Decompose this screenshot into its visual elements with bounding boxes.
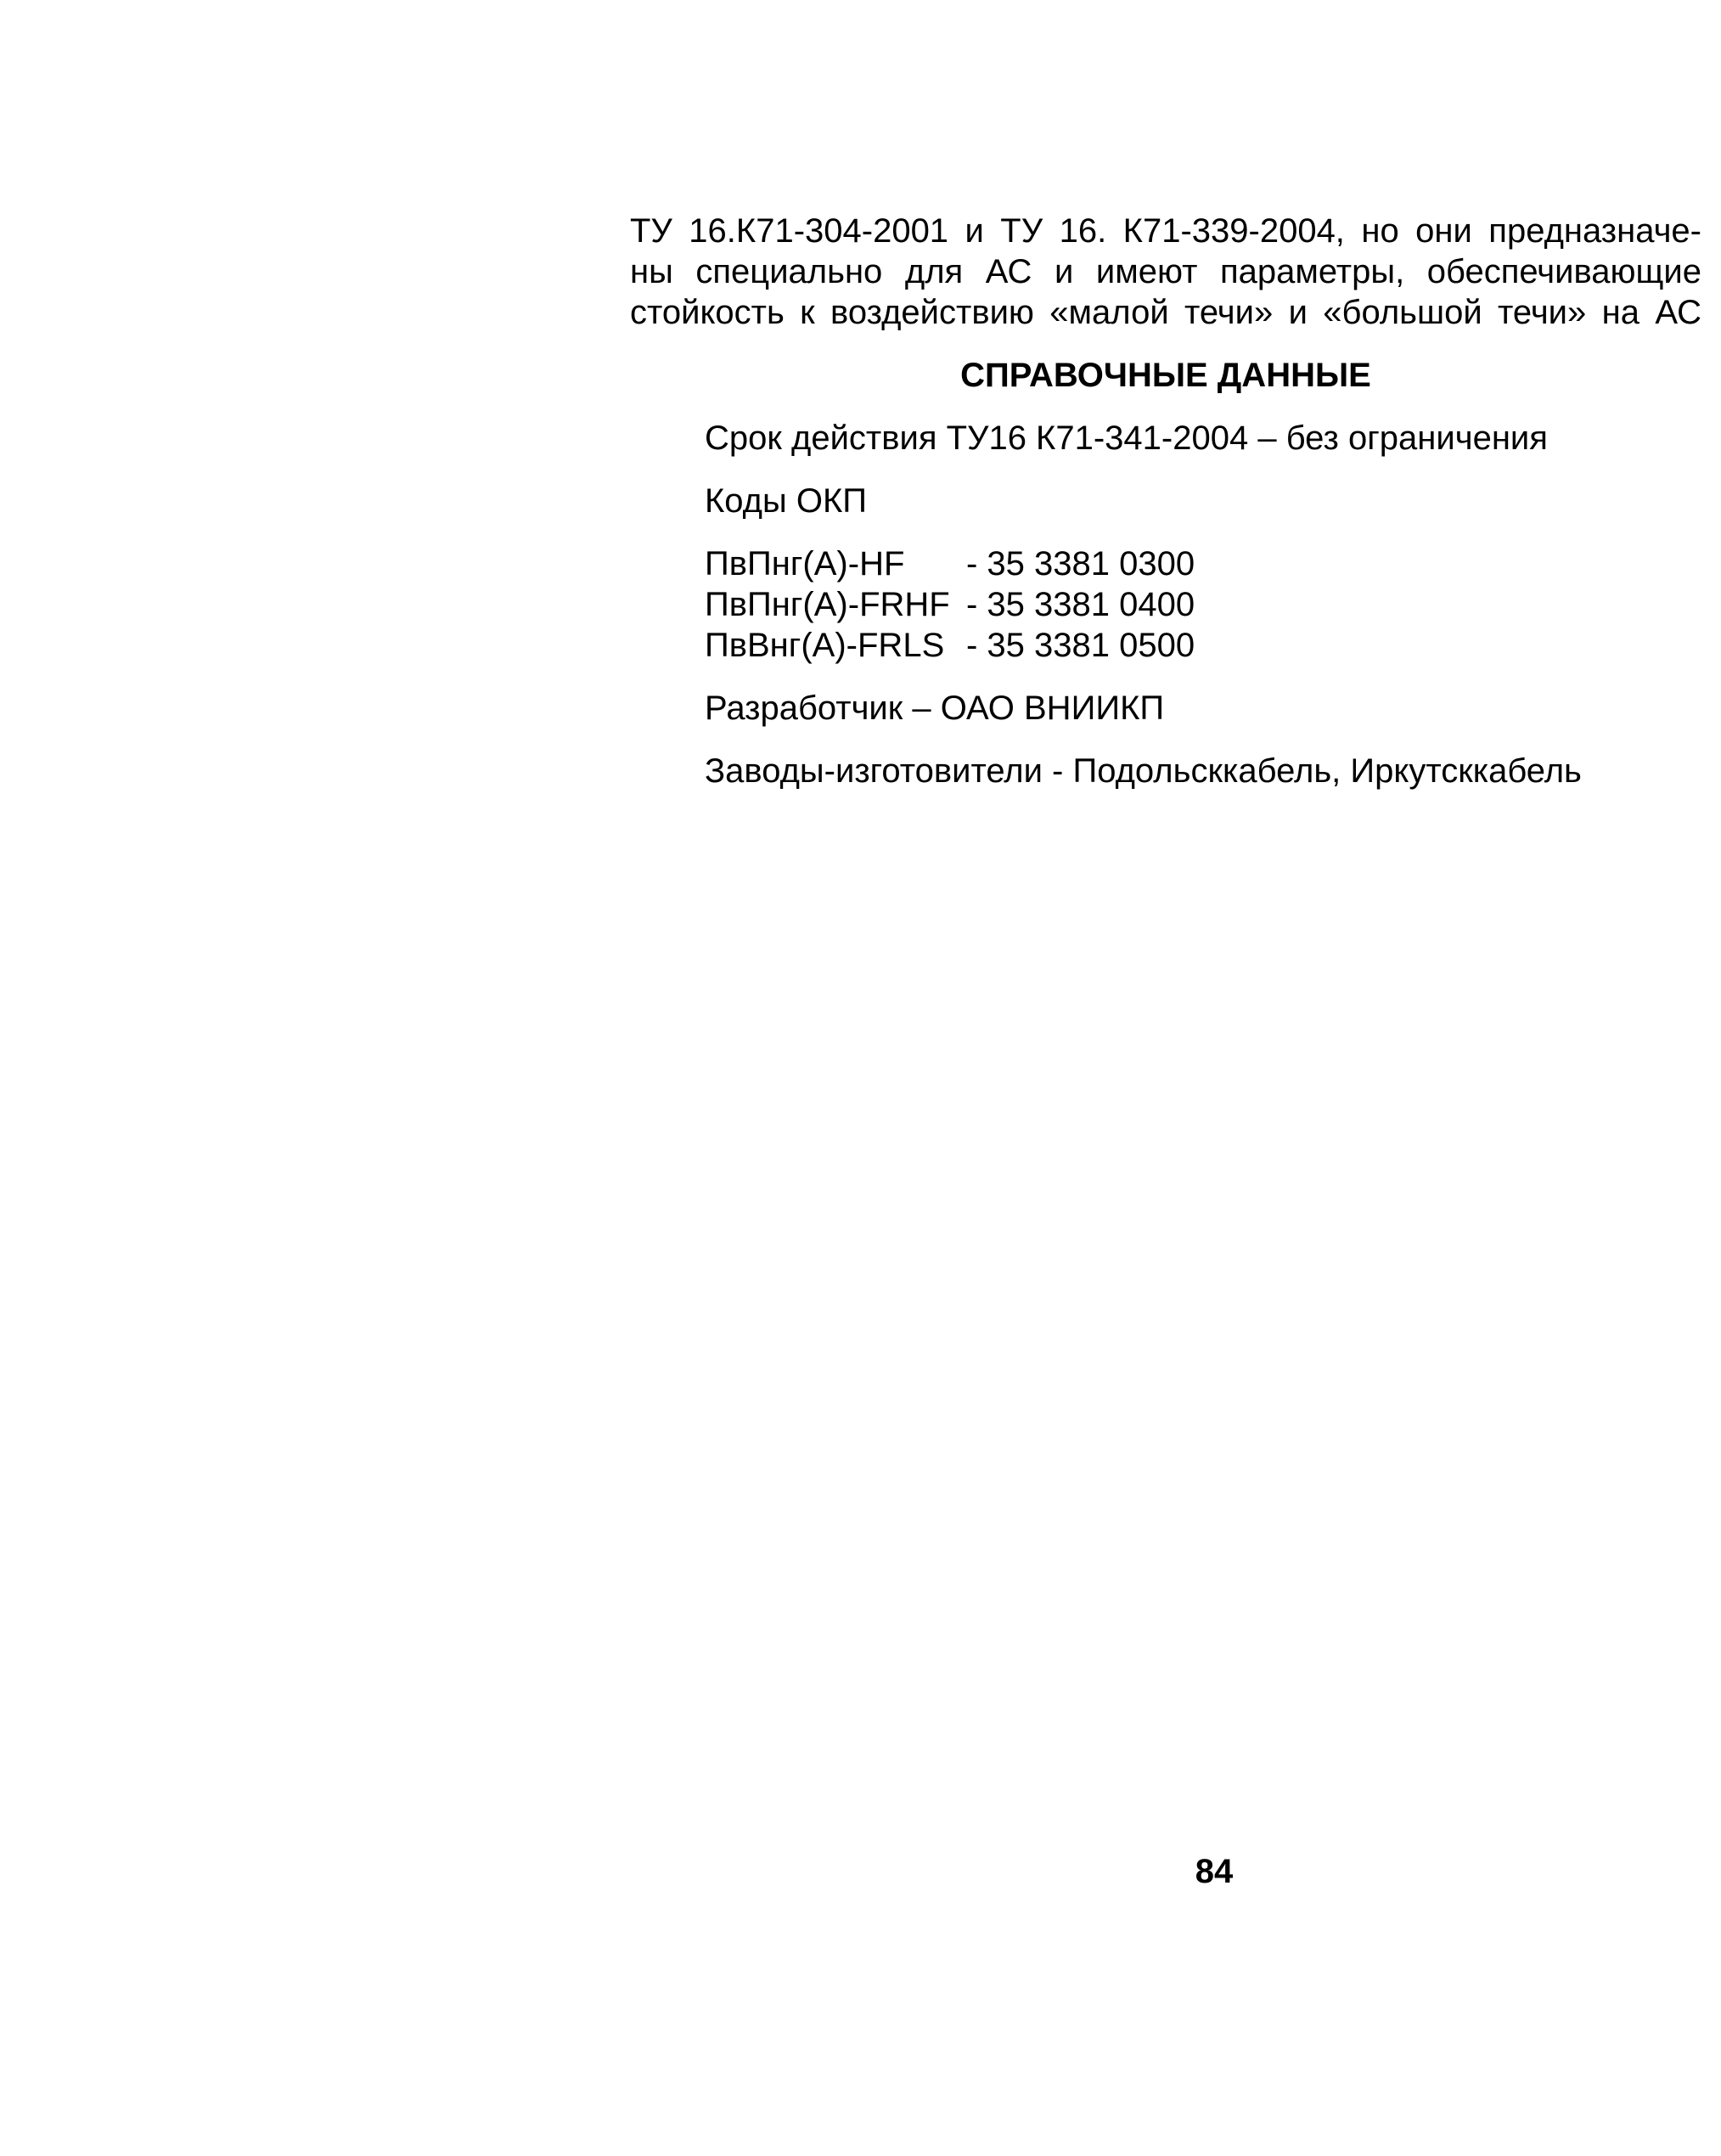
intro-paragraph <box>630 211 1701 333</box>
section-heading: СПРАВОЧНЫЕ ДАННЫЕ <box>960 357 1371 394</box>
manufacturers-text: Заводы-изготовители - Подольсккабель, Иркутсккабель <box>705 752 1582 790</box>
code-value: - 35 3381 0300 <box>966 545 1195 583</box>
intro-line-2: ны специально для АС и имеют параметры, обеспечивающие <box>630 253 1701 290</box>
code-row <box>705 625 1690 666</box>
codes-list <box>705 543 1690 666</box>
code-value: - 35 3381 0400 <box>966 586 1195 623</box>
code-name: ПвПнг(А)-FRHF <box>705 586 950 623</box>
intro-line-1: ТУ 16.К71-304-2001 и ТУ 16. К71-339-2004, но они предназначе- <box>630 212 1701 250</box>
code-value: - 35 3381 0500 <box>966 627 1195 664</box>
developer-text: Разработчик – ОАО ВНИИКП <box>705 690 1165 727</box>
page-number: 84 <box>1195 1853 1234 1890</box>
intro-line-3: стойкость к воздействию «малой течи» и «большой течи» на АС <box>630 294 1701 331</box>
reference-data <box>705 418 1690 791</box>
validity-text: Срок действия ТУ16 К71-341-2004 – без ограничения <box>705 419 1548 457</box>
code-row <box>705 584 1690 625</box>
code-name: ПвПнг(А)-HF <box>705 545 905 583</box>
code-name: ПвВнг(А)-FRLS <box>705 627 945 664</box>
codes-title: Коды ОКП <box>705 482 868 520</box>
code-row <box>705 543 1690 584</box>
